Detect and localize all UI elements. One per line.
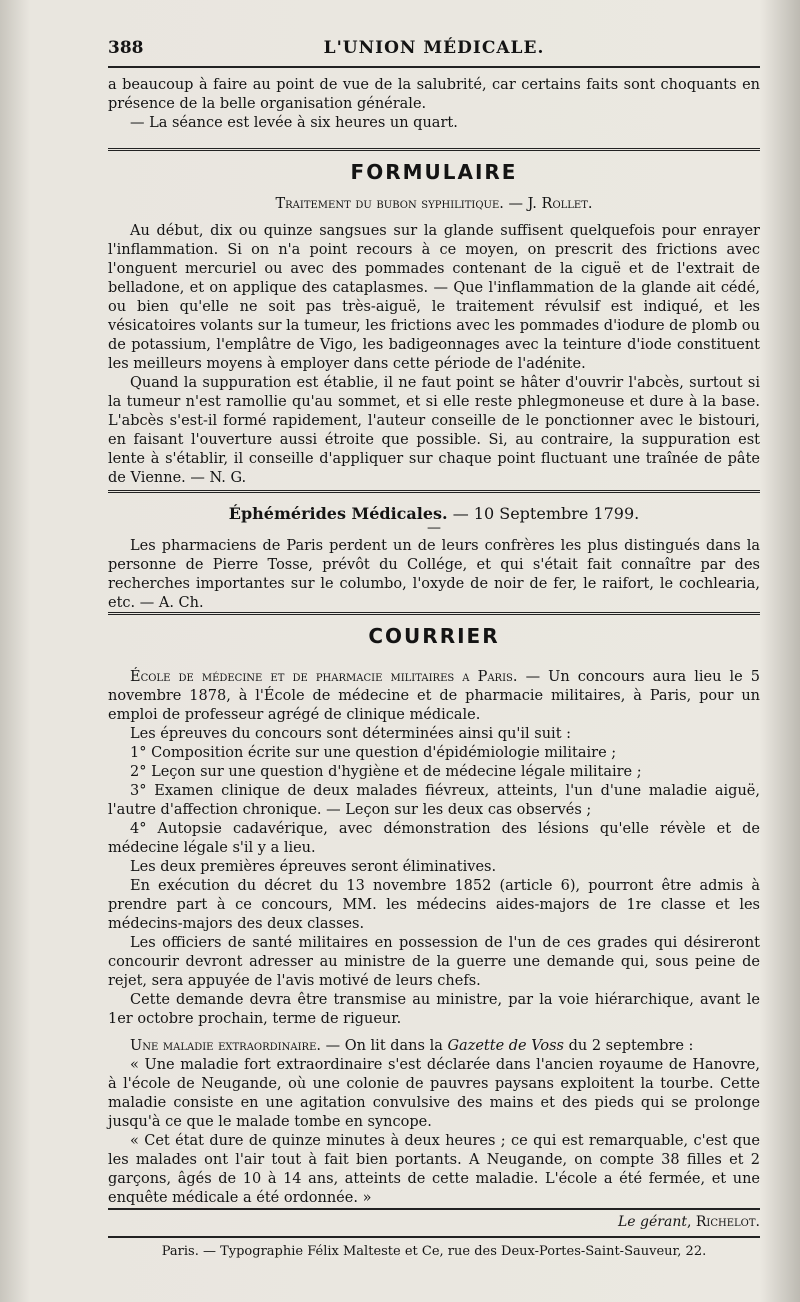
maladie-source: Gazette de Voss: [447, 1038, 564, 1054]
decret-paragraph: En exécution du décret du 13 novembre 1852 (article 6), pourront être admis à prendre part à ce concours, MM. les médecins aides-majors de 1re classe et les médecins-majors des deux classes.: [108, 878, 760, 932]
ecole-text: — Un concours aura lieu le 5 novembre 1878, à l'École de médecine et de pharmacie militaires, à Paris, pour un emploi de professeur agrégé de clinique médicale.: [108, 669, 760, 723]
maladie-quote-2: « Cet état dure de quinze minutes à deux heures ; ce qui est remarquable, c'est que les malades ont l'air tout à fait bien portants. A Neugande, on compte 38 filles et 2 garçons, âgés de 10 à 14 ans, atteints de cette maladie. L'école a été fermée, et une enquête médicale a été ordonnée. »: [108, 1133, 760, 1206]
ephemerides-section: [108, 504, 760, 613]
running-title: L'UNION MÉDICALE.: [323, 38, 545, 58]
epreuve-item: 4° Autopsie cadavérique, avec démonstration des lésions qu'elle révèle et de médecine légale s'il y a lieu.: [108, 821, 760, 856]
recipe-title: Traitement du bubon syphilitique.: [275, 196, 504, 212]
section-rule: [108, 612, 760, 615]
epreuve-item: 1° Composition écrite sur une question d'épidémiologie militaire ;: [130, 745, 617, 761]
imprint: Paris. — Typographie Félix Malteste et Ce, rue des Deux-Portes-Saint-Sauveur, 22.: [161, 1244, 707, 1259]
footer-rule: [108, 1208, 760, 1210]
epreuve-item: 3° Examen clinique de deux malades fiévreux, atteints, l'un d'une maladie aiguë, l'autre d'affection chronique. — Leçon sur les deux cas observés ;: [108, 783, 760, 818]
maladie-intro-end: du 2 septembre :: [564, 1038, 694, 1054]
intro-block: [108, 76, 760, 133]
recipe-author: — J. Rollet.: [503, 196, 593, 212]
ecole-paragraph: [108, 668, 760, 725]
page-number: 388: [108, 38, 144, 58]
seance-levee: — La séance est levée à six heures un quart.: [130, 115, 458, 131]
intro-paragraph: a beaucoup à faire au point de vue de la salubrité, car certains faits sont choquants en présence de la belle organisation générale.: [108, 77, 760, 112]
section-rule: [108, 490, 760, 493]
gerant-label: Le gérant: [618, 1214, 687, 1230]
gerant-line: [108, 1214, 760, 1230]
formulaire-paragraph-1: Au début, dix ou quinze sangsues sur la glande suffisent quelquefois pour enrayer l'inflammation. Si on n'a point recours à ce moyen, on prescrit des frictions avec l'onguent mercuriel ou avec des pommades contenant de la ciguë et de l'extrait de belladone, et on applique des cataplasmes. — Que l'inflammation de la glande ait cédé, ou bien qu'elle ne soit pas très-aiguë, le traitement révulsif est indiqué, et les vésicatoires volants sur la tumeur, les frictions avec les pommades d'iodure de plomb ou de potassium, l'emplâtre de Vigo, les badigeonnages avec la teinture d'iode constituent les meilleurs moyens à employer dans cette période de l'adénite.: [108, 223, 760, 372]
formulaire-subtitle: [108, 196, 760, 212]
maladie-heading-line: [108, 1037, 760, 1056]
ephemerides-title: Éphémérides Médicales.: [228, 504, 448, 523]
formulaire-paragraph-2: Quand la suppuration est établie, il ne faut point se hâter d'ouvrir l'abcès, surtout si la tumeur n'est ramollie qu'au sommet, et si elle reste phlegmoneuse et dure à la base. L'abcès s'est-il formé rapidement, l'auteur conseille de le ponctionner avec le bistouri, en faisant l'ouverture aussi étroite que possible. Si, au contraire, la suppuration est lente à s'établir, il conseille d'appliquer sur chaque point fluctuant une traînée de pâte de Vienne. — N. G.: [108, 375, 760, 486]
ephemerides-dash: —: [427, 520, 441, 536]
formulaire-section: [108, 160, 760, 488]
demande-paragraph: Cette demande devra être transmise au ministre, par la voie hiérarchique, avant le 1er octobre prochain, terme de rigueur.: [108, 992, 760, 1027]
eliminatives: Les deux premières épreuves seront éliminatives.: [130, 859, 497, 875]
header-rule: [108, 66, 760, 68]
maladie-intro: — On lit dans la: [320, 1038, 448, 1054]
epreuves-intro: Les épreuves du concours sont déterminées ainsi qu'il suit :: [130, 726, 572, 742]
courrier-section: [108, 624, 760, 1208]
ephemerides-text: Les pharmaciens de Paris perdent un de leurs confrères les plus distingués dans la personne de Pierre Tosse, prévôt du Collége, et qui s'était fait connaître par des recherches importantes sur le columbo, l'oxyde de noir de fer, le raifort, le cochlearia, etc. — A. Ch.: [108, 538, 760, 611]
ecole-heading: École de médecine et de pharmacie militaires a Paris.: [130, 669, 518, 685]
officiers-paragraph: Les officiers de santé militaires en possession de l'un de ces grades qui désireront concourir devront adresser au ministre de la guerre une demande qui, sous peine de rejet, sera appuyée de l'avis motivé de leurs chefs.: [108, 935, 760, 989]
section-title-courrier: COURRIER: [368, 624, 500, 648]
footer-rule: [108, 1236, 760, 1238]
gerant-name: , Richelot.: [686, 1214, 760, 1230]
page-header: [108, 36, 760, 60]
section-title-formulaire: FORMULAIRE: [350, 160, 518, 184]
maladie-heading: Une maladie extraordinaire.: [130, 1038, 321, 1054]
ephemerides-date: — 10 Septembre 1799.: [447, 504, 640, 523]
section-rule: [108, 148, 760, 151]
maladie-quote-1: « Une maladie fort extraordinaire s'est déclarée dans l'ancien royaume de Hanovre, à l'école de Neugande, où une colonie de pauvres paysans exploitent la tourbe. Cette maladie consiste en une agitation convulsive des mains et des pieds qui se prolonge jusqu'à ce que le malade tombe en syncope.: [108, 1057, 760, 1130]
epreuve-item: 2° Leçon sur une question d'hygiène et de médecine légale militaire ;: [130, 764, 642, 780]
